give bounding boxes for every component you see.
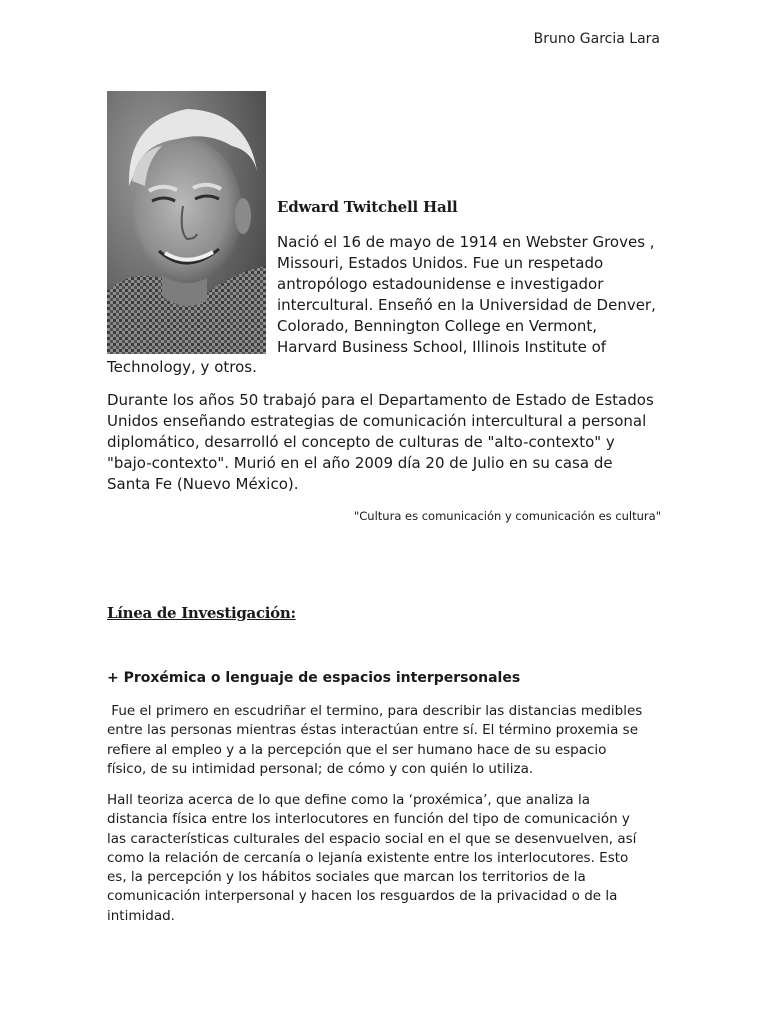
proxemics-paragraph: [107, 702, 642, 779]
career-paragraph: [107, 390, 654, 495]
text-line: Hall teoriza acerca de lo que define como la ‘proxémica’, que analiza la: [107, 792, 590, 808]
text-line: refiere al empleo y a la percepción que el ser humano hace de su espacio: [107, 741, 607, 758]
theory-paragraph: [107, 791, 636, 926]
text-line: distancia física entre los interlocutores en función del tipo de comunicación y: [107, 811, 630, 828]
text-line: Missouri, Estados Unidos. Fue un respetado: [277, 254, 604, 272]
text-line: Harvard Business School, Illinois Institute of: [277, 338, 607, 356]
text-line: diplomático, desarrolló el concepto de culturas de "alto-contexto" y: [107, 433, 615, 451]
text-line: entre las personas mientras éstas interactúan entre sí. El término proxemia se: [107, 722, 638, 739]
text-line: Fue el primero en escudriñar el termino, para describir las distancias medibles: [107, 703, 643, 719]
bio-tail-line: Technology, y otros.: [107, 358, 257, 376]
text-line: como la relación de cercanía o lejanía existente entre los interlocutores. Esto: [107, 849, 629, 866]
text-line: Santa Fe (Nuevo México).: [107, 475, 299, 493]
subsection-title: + Proxémica o lenguaje de espacios interpersonales: [107, 670, 521, 686]
portrait-photo: [107, 91, 266, 354]
text-line: intimidad.: [107, 907, 175, 924]
text-line: "bajo-contexto". Murió en el año 2009 día 20 de Julio en su casa de: [107, 454, 613, 472]
section-title: Línea de Investigación:: [107, 604, 296, 622]
header-author: Bruno Garcia Lara: [533, 31, 660, 47]
text-line: es, la percepción y los hábitos sociales que marcan los territorios de la: [107, 869, 586, 886]
text-line: Durante los años 50 trabajó para el Departamento de Estado de Estados: [107, 391, 654, 409]
text-line: antropólogo estadounidense e investigador: [277, 275, 604, 293]
bio-paragraph: [277, 232, 656, 358]
text-line: intercultural. Enseñó en la Universidad de Denver,: [277, 296, 656, 314]
text-line: las características culturales del espacio social en el que se desenvuelven, así: [107, 830, 637, 847]
text-line: comunicación interpersonal y hacen los resguardos de la privacidad o de la: [107, 888, 618, 905]
text-line: Nació el 16 de mayo de 1914 en Webster Groves ,: [277, 233, 655, 251]
person-name-heading: Edward Twitchell Hall: [277, 198, 458, 216]
text-line: físico, de su intimidad personal; de cómo y con quién lo utiliza.: [107, 760, 534, 777]
text-line: Unidos enseñando estrategias de comunicación intercultural a personal: [107, 412, 647, 430]
text-line: Colorado, Bennington College en Vermont,: [277, 317, 598, 335]
quote-text: "Cultura es comunicación y comunicación es cultura": [353, 509, 661, 523]
